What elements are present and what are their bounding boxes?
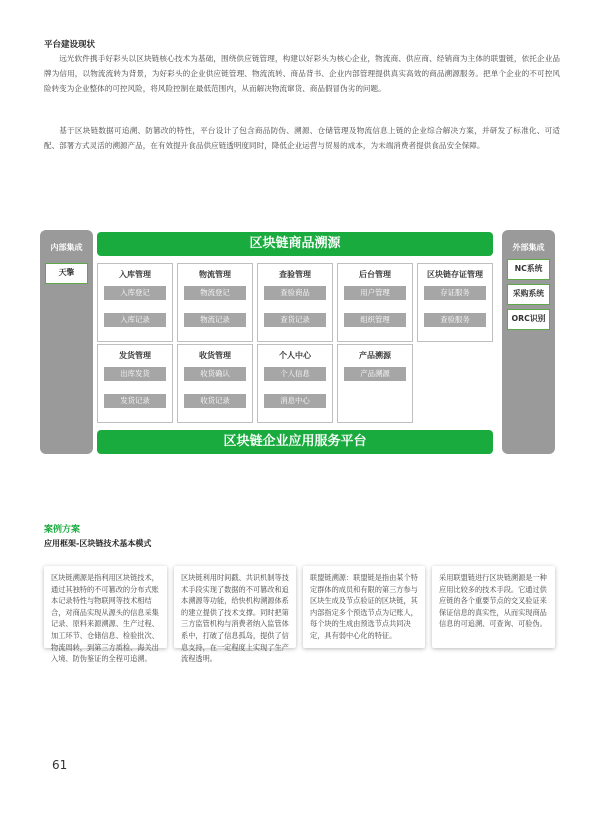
module-title: 区块链存证管理 <box>427 270 483 279</box>
page-number: 61 <box>52 758 68 772</box>
internal-item-tianqing: 天擎 <box>45 263 88 284</box>
module-product-trace <box>337 344 413 423</box>
module-title: 物流管理 <box>199 270 231 279</box>
module-item: 组织管理 <box>344 313 406 327</box>
case-card-2: 区块链利用时间戳、共识机制等技术手段实现了数据的不可篡改和追本溯源等功能，给快机构溯源体系的建立提供了技术支撑。同时把第三方监管机构与消费者纳入监管体系中，打破了信息孤岛，提供了信息支持，在一定程度上实现了生产流程透明。 <box>174 566 296 648</box>
external-integration-panel <box>502 230 555 454</box>
module-item: 个人信息 <box>264 367 326 381</box>
module-title: 个人中心 <box>279 351 311 360</box>
external-integration-title: 外部集成 <box>512 243 545 252</box>
section-title: 平台建设现状 <box>44 40 96 50</box>
module-title: 查验管理 <box>279 270 311 279</box>
external-item-procurement: 采购系统 <box>507 284 550 305</box>
module-title: 入库管理 <box>119 270 151 279</box>
module-inspection <box>257 263 333 342</box>
module-item: 收货确认 <box>184 367 246 381</box>
case-subtitle: 应用框架-区块链技术基本模式 <box>44 539 152 548</box>
bottom-banner: 区块链企业应用服务平台 <box>97 430 493 454</box>
module-title: 后台管理 <box>359 270 391 279</box>
module-item: 查验服务 <box>424 313 486 327</box>
module-item: 入库记录 <box>104 313 166 327</box>
module-title: 发货管理 <box>119 351 151 360</box>
case-card-3: 联盟链溯源：联盟链是指由某个特定群体的成员和有限的第三方参与区块生成及节点验证的区块链，其内部指定多个预选节点为记账人，每个块的生成由预选节点共同决定，具有弱中心化的特征。 <box>303 566 425 648</box>
module-inbound <box>97 263 173 342</box>
external-item-nc: NC系统 <box>507 259 550 280</box>
module-receiving <box>177 344 253 423</box>
paragraph-1: 远光软件携手好彩头以区块链核心技术为基础，围绕供应链管理，构建以好彩头为核心企业，物流商、供应商、经销商为主体的联盟链，依托企业品牌为信用，以物流流转为背景，为好彩头的企业供应链管理、物流流转、商品背书、企业内部管理提供真实高效的商品溯源服务。把单个企业的不可控风险转变为企业整体的可控风险，将风险控制在最低范围内，从而解决物流窜货、商品假冒伪劣的问题。 <box>44 54 560 93</box>
internal-integration-title: 内部集成 <box>50 243 83 252</box>
module-logistics <box>177 263 253 342</box>
external-item-orc: ORC识别 <box>507 309 550 330</box>
top-banner: 区块链商品溯源 <box>97 232 493 256</box>
module-item: 产品溯源 <box>344 367 406 381</box>
paragraph-2: 基于区块链数据可追溯、防篡改的特性，平台设计了包含商品防伪、溯源、仓储管理及物流信息上链的企业综合解决方案，并研发了标准化、可适配、部署方式灵活的溯源产品，在有效提升食品供应链透明度同时，降低企业运营与贸易的成本，为未端消费者提供食品安全保障。 <box>44 126 560 150</box>
module-item: 消息中心 <box>264 394 326 408</box>
module-personal-center <box>257 344 333 423</box>
module-blockchain-evidence <box>417 263 493 342</box>
module-title: 收货管理 <box>199 351 231 360</box>
module-grid <box>97 260 493 426</box>
module-item: 物流记录 <box>184 313 246 327</box>
module-item: 查验商品 <box>264 286 326 300</box>
case-card-1: 区块链溯源是指利用区块链技术，通过其独特的不可篡改的分布式账本记录特性与物联网等技术相结合，对商品实现从源头的信息采集记录、原料来源溯源、生产过程、加工环节、仓储信息、检验批次、物流周转，到第三方质检、海关出入境、防伪鉴证的全程可追溯。 <box>44 566 167 648</box>
module-item: 物流登记 <box>184 286 246 300</box>
module-item: 查货记录 <box>264 313 326 327</box>
module-item: 收货记录 <box>184 394 246 408</box>
module-item: 入库登记 <box>104 286 166 300</box>
module-title: 产品溯源 <box>359 351 391 360</box>
module-backend <box>337 263 413 342</box>
architecture-diagram <box>40 226 558 458</box>
module-item: 用户管理 <box>344 286 406 300</box>
internal-integration-panel <box>40 230 93 454</box>
module-item: 存证服务 <box>424 286 486 300</box>
case-title: 案例方案 <box>44 525 81 535</box>
case-card-4: 采用联盟链进行区块链溯源是一种应用比较多的技术手段。它通过供应链的各个重要节点的交叉验证来保证信息的真实性，从而实现商品信息的可追溯、可查询、可验伪。 <box>432 566 555 648</box>
module-shipping <box>97 344 173 423</box>
module-item: 出库发货 <box>104 367 166 381</box>
module-item: 发货记录 <box>104 394 166 408</box>
